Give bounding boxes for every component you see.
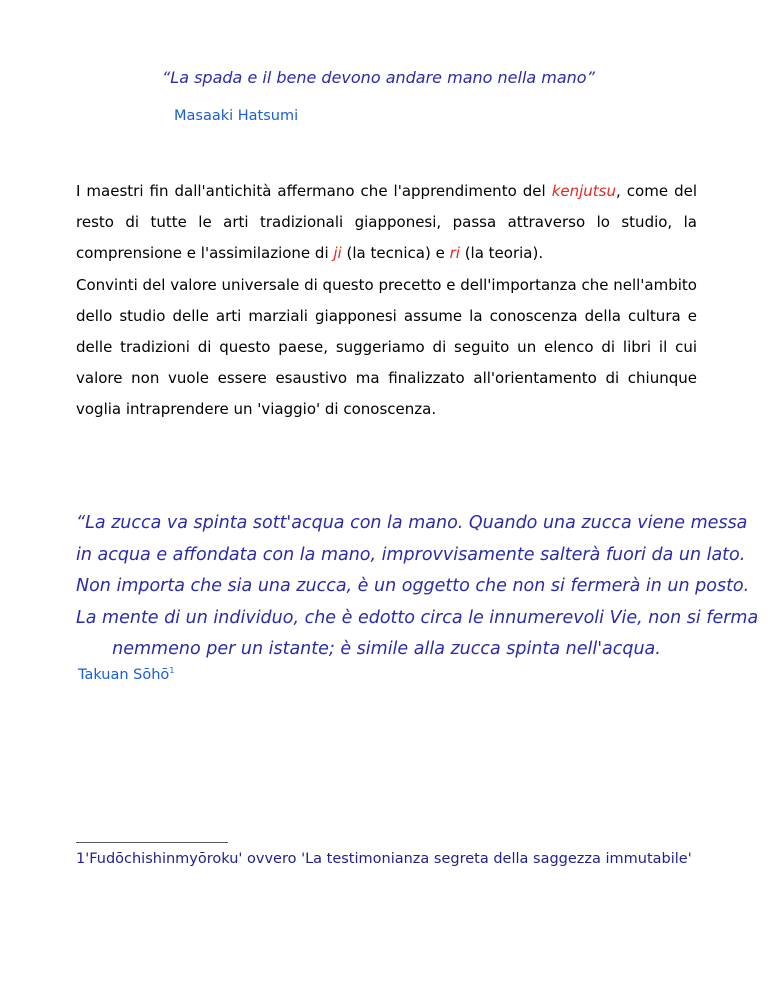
footnote-separator bbox=[76, 842, 228, 843]
term-ri: ri bbox=[449, 244, 460, 263]
quote-line: “La zucca va spinta sott'acqua con la mano. Quando una zucca viene messa bbox=[76, 513, 748, 533]
paragraph-text: (la teoria). bbox=[459, 244, 544, 263]
paragraph-text: (la tecnica) e bbox=[341, 244, 450, 263]
intro-body bbox=[76, 176, 697, 426]
footnote: 1'Fudōchishinmyōroku' ovvero 'La testimonianza segreta della saggezza immutabile' bbox=[76, 851, 692, 867]
author-name: Takuan Sōhō bbox=[78, 666, 170, 683]
paragraph-text: I maestri fin dall'antichità affermano che l'apprendimento del bbox=[76, 182, 552, 200]
quote-line: nemmeno per un istante; è simile alla zucca spinta nell'acqua. bbox=[112, 639, 661, 659]
opening-quote-author: Masaaki Hatsumi bbox=[174, 108, 299, 124]
quote-line: in acqua e affondata con la mano, improvvisamente salterà fuori da un lato. bbox=[76, 544, 746, 565]
intro-paragraph-2: Convinti del valore universale di questo precetto e dell'importanza che nell'ambito dello studio delle arti marziali giapponesi assume la conoscenza della cultura e delle tradizioni di questo paese, suggeriamo di seguito un elenco di libri il cui valore non vuole essere esaustivo ma finalizzato all'orientamento di chiunque voglia intraprendere un 'viaggio' di conoscenza. bbox=[76, 275, 697, 419]
term-ji: ji bbox=[333, 244, 342, 263]
takuan-quote bbox=[76, 508, 759, 666]
opening-quote: “La spada e il bene devono andare mano nella mano” bbox=[162, 68, 595, 87]
takuan-quote-author bbox=[78, 666, 174, 683]
quote-line: La mente di un individuo, che è edotto circa le innumerevoli Vie, non si ferma bbox=[76, 607, 759, 628]
footnote-reference[interactable]: 1 bbox=[169, 666, 175, 675]
quote-line: Non importa che sia una zucca, è un oggetto che non si fermerà in un posto. bbox=[76, 576, 750, 596]
term-kenjutsu: kenjutsu bbox=[551, 182, 617, 200]
intro-paragraph-1 bbox=[76, 176, 697, 270]
paragraph-text: , come del resto di tutte le arti tradizionali giapponesi, passa attraverso lo studio, la comprensione e l'assimilazione di bbox=[76, 182, 697, 263]
